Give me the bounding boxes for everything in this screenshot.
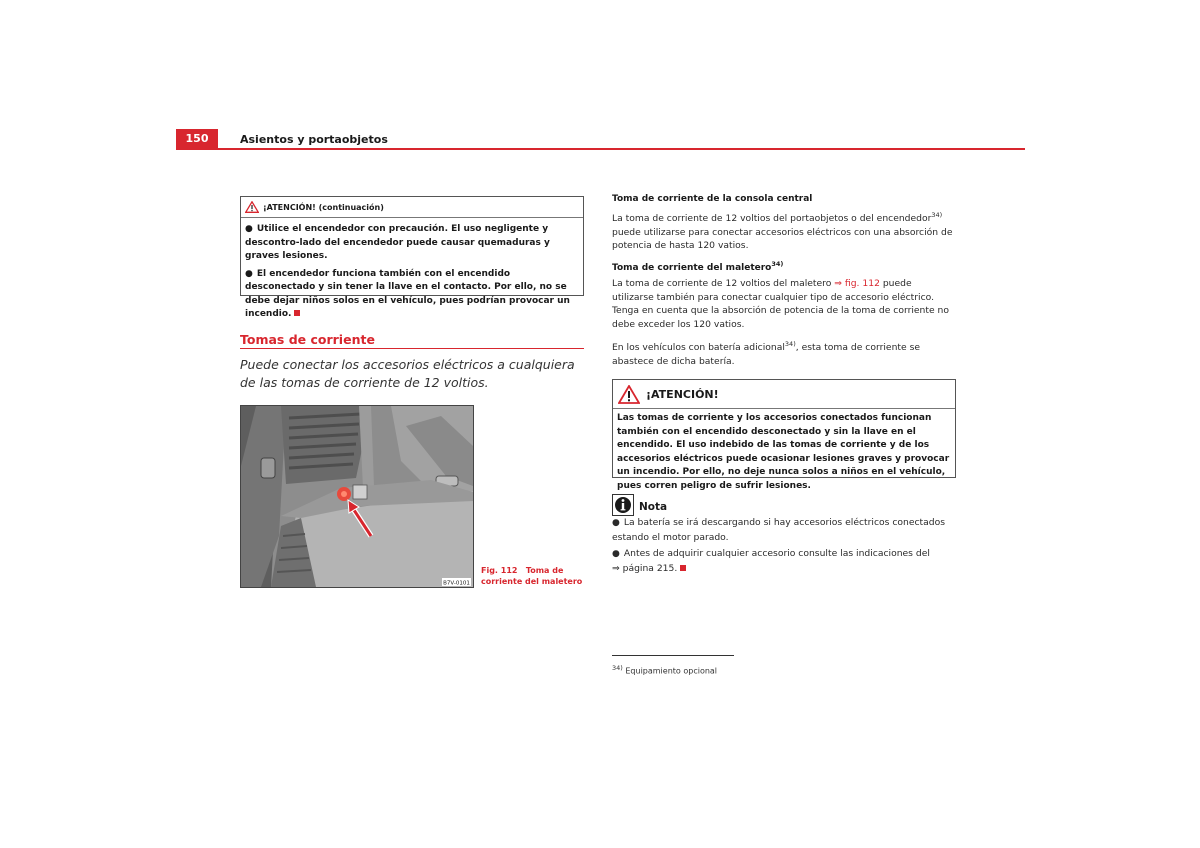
figure-caption: Fig. 112 Toma de corriente del maletero xyxy=(481,566,583,586)
note-item: ● La batería se irá descargando si hay accesorios eléctricos conectados estando el motor parado. xyxy=(612,517,946,543)
console-outlet-text: La toma de corriente de 12 voltios del portaobjetos o del encendedor$^{34)}$ puede utilizarse para conectar accesorios eléctricos con una absorción de potencia de hasta 120 vatios. xyxy=(612,211,953,252)
warning-header xyxy=(613,380,955,409)
figure-link[interactable]: ⇒ fig. 112 xyxy=(834,278,880,289)
footnote-ref: 34) xyxy=(931,211,943,219)
page-link[interactable]: ⇒ página 215. xyxy=(612,562,678,574)
warning-item: ● El encendedor funciona también con el encendido desconectado y sin tener la llave en el contacto. Por ello, no se debe dejar niños solos en el vehículo, pues podrían provocar un incendio. xyxy=(245,268,570,319)
warning-triangle-icon xyxy=(245,201,259,213)
figure-code: B7V-0101 xyxy=(443,580,470,587)
footnote-rule xyxy=(612,655,734,656)
battery-text: En los vehículos con batería adicional$^{34)}$, esta toma de corriente se abastece de dicha batería. xyxy=(612,340,921,367)
bullet-icon: ● xyxy=(245,224,253,234)
footnote-marker: 34) xyxy=(612,664,623,672)
end-of-section-icon xyxy=(680,565,686,571)
warning-box-continued xyxy=(240,196,584,319)
warning-text: Las tomas de corriente y los accesorios conectados funcionan también con el encendido desconectado y sin la llave en el encendido. El uso indebido de las tomas de corriente y de los accesorios eléctricos puede ocasionar lesiones graves y provocar un incendio. Por ello, no deje nunca solos a niños en el vehículo, pues corren peligro de sufrir lesiones. xyxy=(617,413,950,491)
intro-text: Puede conectar los accesorios eléctricos a cualquiera de las tomas de corriente de 12 voltios. xyxy=(240,357,575,390)
info-icon xyxy=(612,494,634,516)
page-number: 150 xyxy=(176,129,218,149)
warning-box xyxy=(612,379,956,491)
footnote-ref: 34) xyxy=(771,260,784,268)
section-title: Asientos y portaobjetos xyxy=(240,133,388,146)
trunk-outlet-text: La toma de corriente de 12 voltios del maletero ⇒ fig. 112 puede utilizarse también para conectar cualquier tipo de accesorio eléctrico. Tenga en cuenta que la absorción de potencia de la toma de corriente no debe exceder los 120 vatios. xyxy=(612,278,949,330)
warning-header xyxy=(241,197,583,218)
section-heading: Tomas de corriente xyxy=(240,332,375,347)
end-of-section-icon xyxy=(294,310,300,316)
warning-triangle-icon xyxy=(618,385,640,404)
footnote-ref: 34) xyxy=(784,340,796,348)
footnote: $^{34)}$ Equipamiento opcional xyxy=(612,664,718,676)
header-rule xyxy=(176,148,1025,150)
bullet-icon: ● xyxy=(612,518,620,528)
note-label: Nota xyxy=(639,501,668,513)
warning-label: ¡ATENCIÓN! xyxy=(646,387,719,401)
trunk-illustration xyxy=(241,406,473,587)
note-item: ● Antes de adquirir cualquier accesorio consulte las indicaciones del ⇒ página 215. xyxy=(612,548,930,574)
warning-item: ● Utilice el encendedor con precaución. El uso negligente y descontro-lado del encendedor puede causar quemaduras y graves lesiones. xyxy=(245,224,550,261)
trunk-outlet-heading: Toma de corriente del maletero$^{34)}$ xyxy=(612,260,784,273)
heading-rule xyxy=(240,348,584,349)
console-outlet-heading: Toma de corriente de la consola central xyxy=(612,194,813,204)
bullet-icon: ● xyxy=(612,549,620,559)
warning-label: ¡ATENCIÓN! (continuación) xyxy=(263,202,384,212)
trunk-power-outlet-figure xyxy=(240,405,474,588)
bullet-icon: ● xyxy=(245,268,253,279)
